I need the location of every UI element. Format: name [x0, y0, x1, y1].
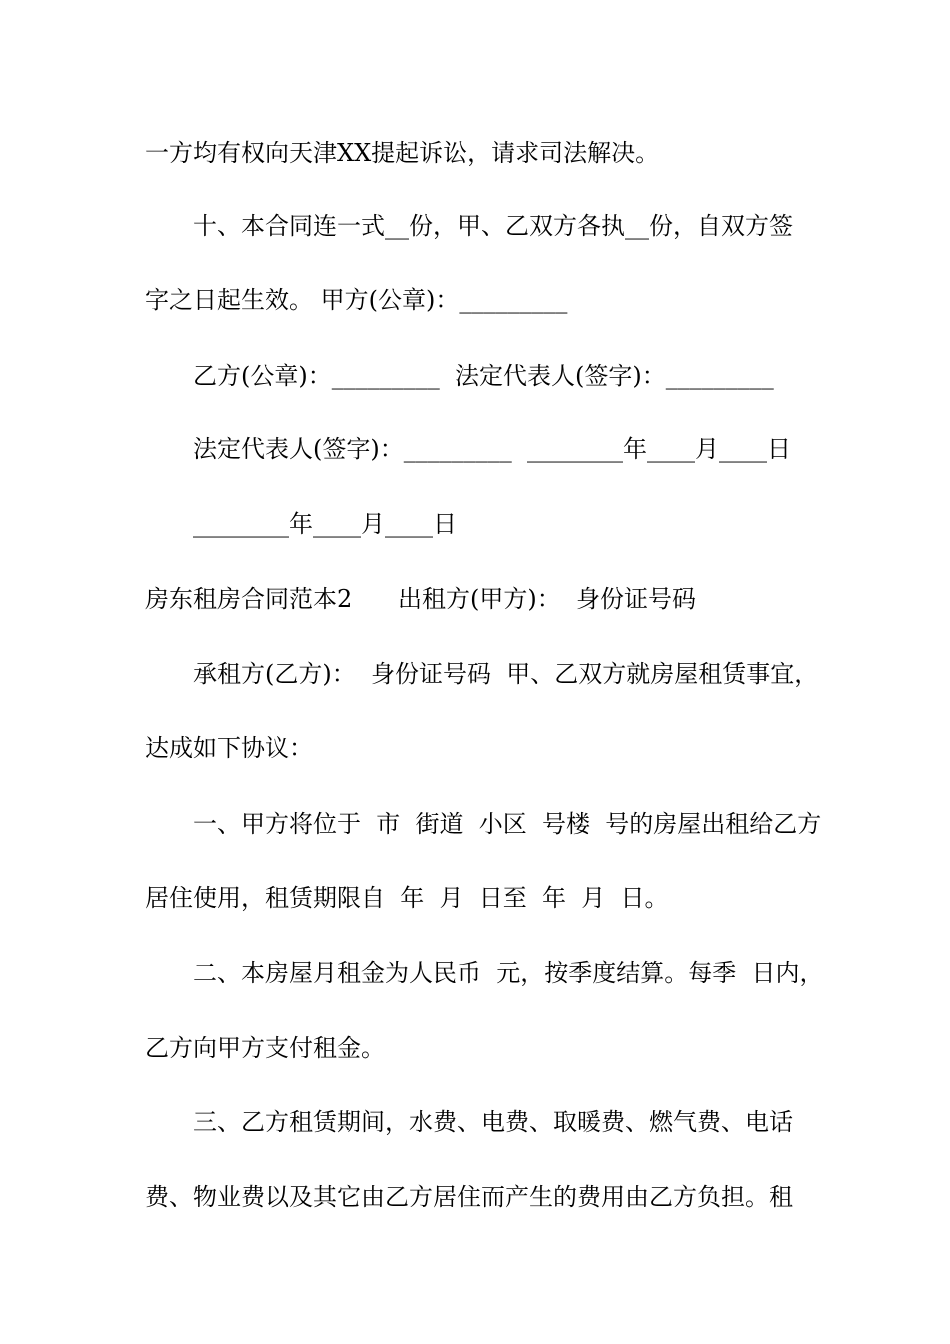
text-line: 三、乙方租赁期间，水费、电费、取暖费、燃气费、电话 [193, 1108, 793, 1136]
text-line: ________年____月____日 [193, 510, 457, 538]
text-line: 二、本房屋月租金为人民币 元，按季度结算。每季 日内， [193, 959, 824, 987]
text-line: 法定代表人(签字)：_________ ________年____月____日 [193, 435, 791, 463]
text-line: 一、甲方将位于 市 街道 小区 号楼 号的房屋出租给乙方 [193, 810, 822, 838]
text-line: 乙方(公章)：_________ 法定代表人(签字)：_________ [193, 362, 774, 390]
text-line: 承租方(乙方)： 身份证号码 甲、乙双方就房屋租赁事宜， [193, 660, 819, 688]
text-line: 一方均有权向天津XX提起诉讼，请求司法解决。 [145, 139, 660, 167]
text-line: 达成如下协议： [145, 734, 313, 762]
text-line: 居住使用，租赁期限自 年 月 日至 年 月 日。 [145, 884, 669, 912]
text-line: 字之日起生效。 甲方(公章)：_________ [145, 286, 568, 314]
section-heading: 房东租房合同范本2 出租方(甲方)： 身份证号码 [145, 585, 697, 613]
text-line: 费、物业费以及其它由乙方居住而产生的费用由乙方负担。租 [145, 1183, 793, 1211]
text-line: 十、本合同连一式__份，甲、乙双方各执__份，自双方签 [193, 212, 793, 240]
text-line: 乙方向甲方支付租金。 [145, 1034, 385, 1062]
